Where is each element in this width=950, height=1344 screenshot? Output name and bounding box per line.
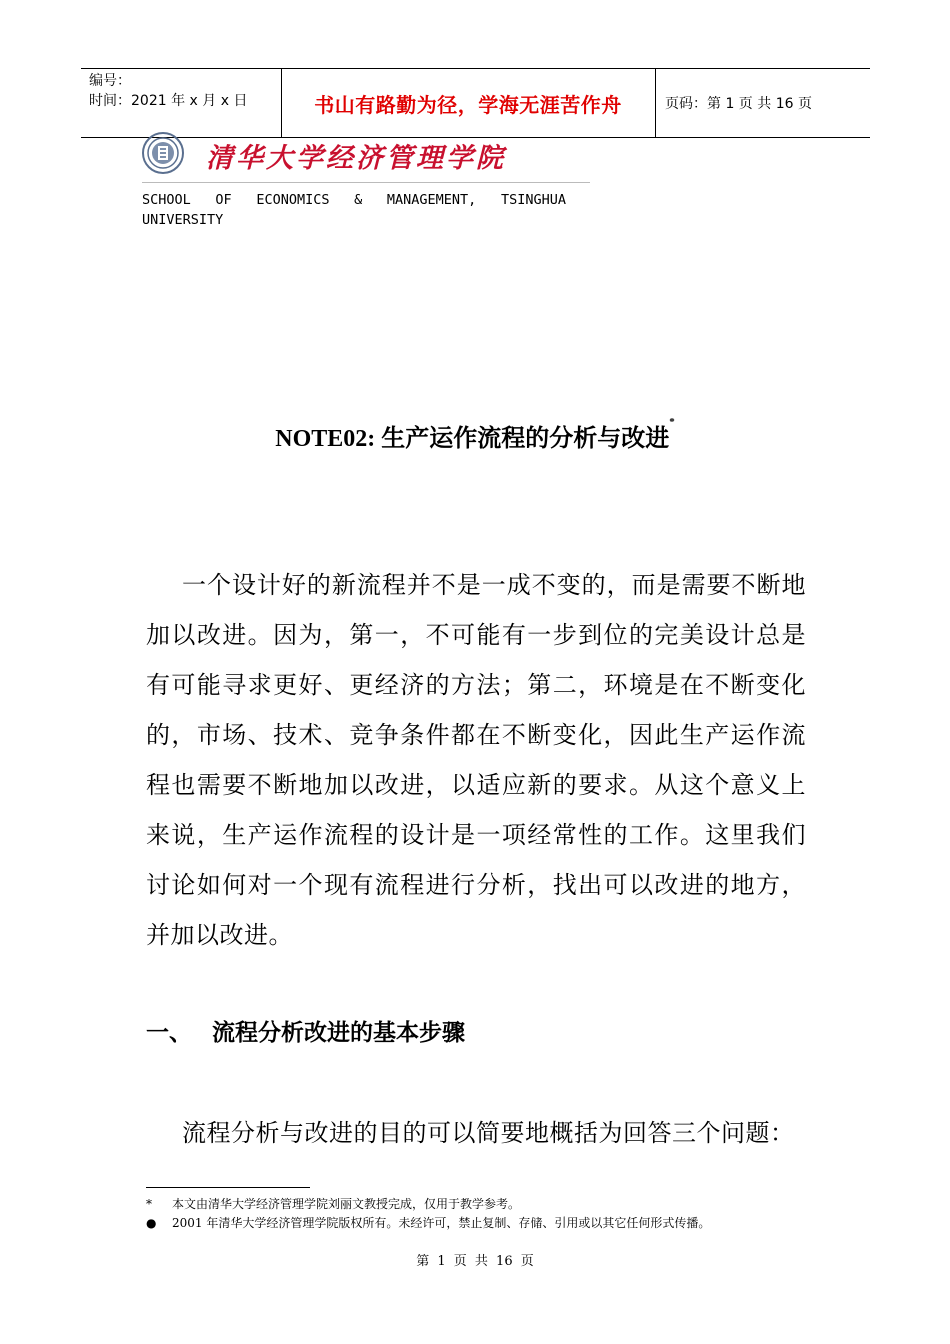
number-label: 编号： (89, 73, 131, 89)
school-logo (142, 130, 590, 182)
document-title (0, 418, 950, 453)
footnote-text: 2001 年清华大学经济管理学院版权所有。未经许可，禁止复制、存储、引用或以其它任何形式传播。 (172, 1216, 711, 1230)
footnote-1 (146, 1195, 520, 1212)
section-heading (146, 1014, 465, 1047)
page-footer: 第 1 页 共 16 页 (416, 1254, 534, 1269)
section-paragraph: 流程分析与改进的目的可以简要地概括为回答三个问题： (182, 1119, 795, 1147)
bullet-icon: ● (146, 1216, 157, 1230)
header-motto: 书山有路勤为径，学海无涯苦作舟 (314, 92, 622, 117)
header-meta (89, 71, 247, 111)
title-text: NOTE02: 生产运作流程的分析与改进 (275, 426, 670, 452)
school-name-en: SCHOOL OF ECONOMICS & MANAGEMENT, TSINGHUA UNIVERSITY (142, 192, 566, 228)
school-name-cn: 清华大学经济管理学院 (206, 143, 506, 174)
document-header (81, 68, 870, 138)
header-divider (655, 69, 656, 137)
footnote-mark: * (146, 1197, 152, 1211)
section-title: 流程分析改进的基本步骤 (212, 1020, 465, 1046)
footnote-2 (146, 1214, 710, 1231)
intro-paragraph: 一个设计好的新流程并不是一成不变的，而是需要不断地加以改进。因为，第一，不可能有一步到位的完美设计总是有可能寻求更好、更经济的方法；第二，环境是在不断变化的，市场、技术、竞争条件都在不断变化，因此生产运作流程也需要不断地加以改进，以适应新的要求。从这个意义上来说，生产运作流程的设计是一项经常性的工作。这里我们讨论如何对一个现有流程进行分析，找出可以改进的地方，并加以改进。 (146, 571, 806, 949)
university-seal-icon (142, 132, 184, 174)
header-page-info: 页码：第 1 页 共 16 页 (665, 96, 812, 112)
time-label: 时间：2021 年 x 月 x 日 (89, 93, 248, 109)
section-number: 一、 (146, 1020, 192, 1046)
title-footnote-mark: * (669, 416, 675, 428)
logo-divider (142, 182, 590, 183)
footnote-text: 本文由清华大学经济管理学院刘丽文教授完成，仅用于教学参考。 (172, 1197, 521, 1211)
footnote-rule (146, 1187, 310, 1188)
